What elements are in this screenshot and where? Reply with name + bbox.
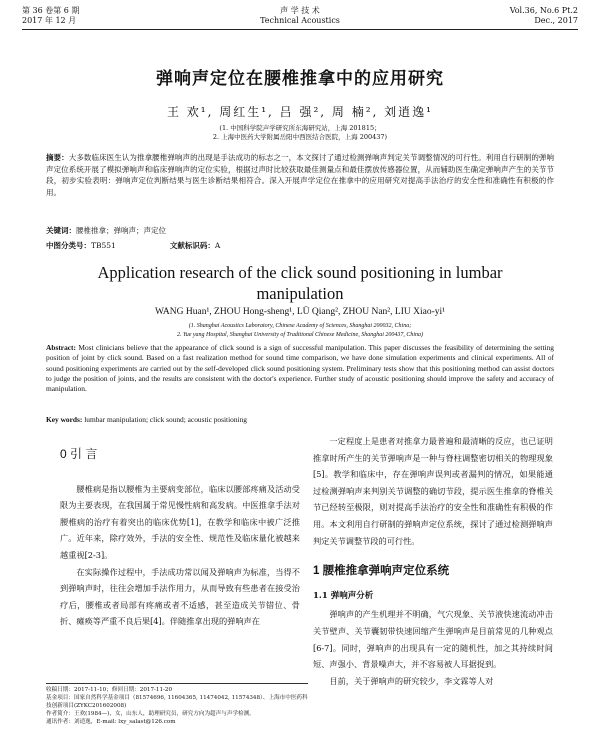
section-1-1-paragraph-1: 弹响声的产生机理并不明确，气穴现象、关节液快速流动冲击关节壁声、关节囊韧带快速回缩产生弹响声是目前常见的几种观点[6-7]。同时，弹响声的出现具有一定的随机性，加之其持续时间短、声强小、背景噪声大，并不容易被人耳据捉到。 bbox=[313, 609, 553, 670]
footnote-author: 作者简介：王欢(1984—)，女，山东人，助理研究员，研究方向为超声与声学检测。 bbox=[46, 711, 255, 717]
section-1-1-paragraph-2: 目前，关于弹响声的研究较少，李文霖等人对 bbox=[329, 675, 494, 686]
footnote-funding: 基金项目：国家自然科学基金项目（81574696, 11604365, 11474042, 11574348）、上海市中医药科技创新项目(ZYKC201602008) bbox=[46, 695, 308, 709]
running-header bbox=[22, 6, 578, 26]
cn-aff-2: 2. 上海中医药大学附属岳阳中西医结合医院，上海 200437) bbox=[212, 133, 388, 141]
cn-kw-label: 关键词： bbox=[46, 226, 76, 235]
cn-kw-text: 腰椎推拿；弹响声；声定位 bbox=[76, 226, 166, 235]
right-paragraph-1: 一定程度上是患者对推拿力最普遍和最清晰的反应，也已证明推拿时所产生的关节弹响声是一种与脊柱调整密切相关的物理现象[5]。教学和临床中，存在弹响声误判或者漏判的情况，如果能通过检测弹响声来判别关节调整的确切节段，提示医生推拿的脊椎关节已经转至极限，则对提高手法治疗的安全性和准确性有积极的作用。本文利用自行研制的弹响声定位系统，探讨了通过检测弹响声判定关节调整节段的可行性。 bbox=[313, 436, 553, 546]
en-aff-2: 2. Yue yang Hospital, Shanghai University of Traditional Chinese Medicine, Shanghai 200437, China) bbox=[176, 331, 424, 338]
en-kw-text: lumbar manipulation; click sound; acoustic positioning bbox=[84, 415, 247, 424]
en-abstract bbox=[46, 343, 554, 394]
journal-cn: 声 学 技 术 bbox=[280, 6, 320, 15]
header-rule bbox=[22, 29, 578, 30]
date-cn: 2017 年 12 月 bbox=[22, 16, 77, 25]
cn-cls-value: TB551 bbox=[91, 241, 116, 250]
issue-cn: 第 36 卷第 6 期 bbox=[22, 6, 80, 15]
cn-title: 弹响声定位在腰椎推拿中的应用研究 bbox=[156, 69, 444, 89]
en-keywords bbox=[46, 415, 554, 424]
footnote bbox=[46, 683, 308, 726]
date-en: Dec., 2017 bbox=[534, 16, 578, 25]
cn-abstract-label: 摘要： bbox=[46, 153, 69, 162]
footnote-corresponding: 通讯作者：刘逍逸，E-mail: lxy_salast@126.com bbox=[46, 719, 176, 725]
intro-paragraph-2: 在实际操作过程中，手法成功常以闻及弹响声为标准，当得不到弹响声时，往往会增加手法作用力，从而导致有些患者在接受治疗后，腰椎或者局部有疼痛或者不适感，甚至造成关节错位、骨折、瘫痪等严重不良后果[4]。伴随推拿出现的弹响声在 bbox=[60, 566, 300, 627]
cn-authors: 王 欢¹, 周红生¹, 吕 强², 周 楠², 刘逍逸¹ bbox=[166, 105, 433, 119]
cn-classification bbox=[46, 240, 554, 251]
section-1-heading: 1 腰椎推拿弹响声定位系统 bbox=[313, 565, 450, 578]
cn-aff-1: (1. 中国科学院声学研究所东海研究站，上海 201815； bbox=[219, 124, 381, 132]
cn-abstract bbox=[46, 152, 554, 198]
cn-keywords bbox=[46, 225, 554, 236]
en-title: Application research of the click sound positioning in lumbar manipulation bbox=[97, 263, 503, 303]
cn-cls-label: 中图分类号： bbox=[46, 241, 91, 250]
footnote-received: 收稿日期：2017-11-10；修回日期：2017-11-20 bbox=[46, 687, 173, 693]
volume-en: Vol.36, No.6 Pt.2 bbox=[509, 6, 578, 15]
cn-affiliations bbox=[0, 124, 600, 142]
cn-abstract-text: 大多数临床医生认为推拿腰椎弹响声的出现是手法成功的标志之一，本文探讨了通过检测弹响声判定关节调整情况的可行性。利用自行研制的弹响声定位系统开展了模拟弹响声和临床弹响声的定位实验，根据过声时比较获取最佳测量点和最佳摆放传感器位置，从而辅助医生确定弹响声产生的关节节段，初步实验表明：弹响声定位判断结果与医生诊断结果相符合。深入开展声学定位在推拿中的应用研究对提高手法治疗的安全性和准确性有积极的作用。 bbox=[46, 153, 554, 197]
section-1-1-heading: 1.1 弹响声分析 bbox=[313, 590, 374, 601]
intro-heading: 0 引 言 bbox=[60, 447, 98, 461]
left-column bbox=[60, 430, 300, 630]
cn-doc-value: A bbox=[214, 241, 221, 250]
right-column bbox=[313, 433, 553, 689]
en-aff-1: (1. Shanghai Acoustics Laboratory, Chinese Academy of Sciences, Shanghai 200032, China; bbox=[188, 323, 412, 329]
en-affiliations bbox=[0, 322, 600, 339]
en-kw-label: Key words: bbox=[46, 415, 83, 424]
journal-en: Technical Acoustics bbox=[260, 16, 340, 25]
en-authors: WANG Huan¹, ZHOU Hong-sheng¹, LÜ Qiang², ZHOU Nan², LIU Xiao-yi¹ bbox=[155, 307, 445, 317]
intro-paragraph-1: 腰椎病是指以腰椎为主要病变部位，临床以腰部疼痛及活动受限为主要表现，在我国属于常见慢性病和高发病。中医推拿手法对腰椎病的治疗有着突出的临床优势[1]，在教学和临床中被广泛推广。近年来，除疗效外，手法的安全性、规范性及临床量化被越来越重视[2-3]。 bbox=[60, 483, 300, 560]
cn-doc-label: 文献标识码： bbox=[169, 241, 215, 250]
en-abstract-text: Most clinicians believe that the appearance of click sound is a sign of successful manipulation. This paper discusses the feasibility of determining the setting position of joint by click sound. Based on a fast realization method for sound time comparison, we have done simulation experiments and clinical experiments. All of sound positioning experiments are carried out by the self-developed click sound positioning system. Preliminary tests show that this positioning method can assist doctors to judge the position of joints, and the results are consistent with the doctor's experience. Further study of acoustic positioning should improve the safety and accuracy of manipulation. bbox=[46, 343, 554, 394]
en-abstract-label: Abstract: bbox=[46, 343, 76, 352]
